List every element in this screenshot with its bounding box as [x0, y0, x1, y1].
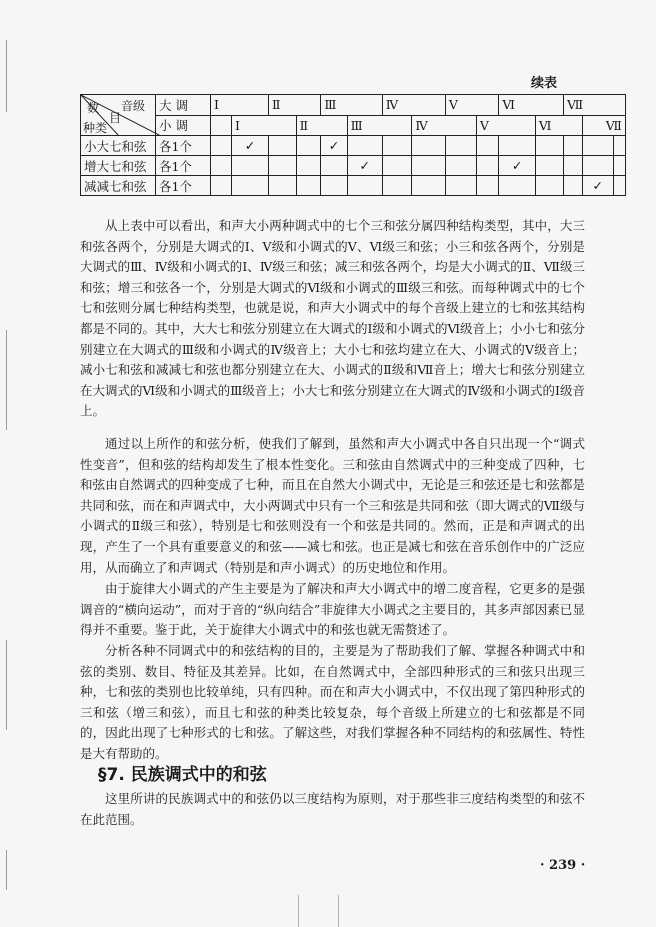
continued-label: 续表	[531, 76, 558, 91]
binding-mark-mid	[6, 330, 7, 430]
check-cell	[296, 156, 321, 176]
minor-degree-cell: Ⅳ	[412, 115, 476, 136]
major-degree-cell: Ⅲ	[321, 95, 382, 116]
check-cell	[535, 176, 563, 196]
check-cell	[499, 176, 536, 196]
chord-type-cell: 减减七和弦	[81, 176, 156, 196]
check-cell	[269, 156, 297, 176]
paragraph-3: 由于旋律大小调式的产生主要是为了解决和声大小调式中的增二度音程，它更多的是强调音的“横向运动”，而对于音的“纵向结合”非旋律大小调式之主要目的，其多声部因素已显得并不重要。鉴于此，关于旋律大小调式中的和弦也就无需赘述了。	[80, 581, 585, 638]
check-cell	[535, 136, 563, 156]
major-degree-cell: Ⅰ	[211, 95, 269, 116]
check-cell	[347, 136, 382, 156]
check-cell	[445, 156, 476, 176]
check-cell	[535, 156, 563, 176]
minor-degree-cell: Ⅵ	[535, 115, 582, 136]
check-cell: ✓	[321, 136, 347, 156]
paragraph-5: 这里所讲的民族调式中的和弦仍以三度结构为原则，对于那些非三度结构类型的和弦不在此范围。	[80, 791, 585, 827]
check-cell	[412, 176, 446, 196]
check-cell	[269, 136, 297, 156]
check-cell	[445, 136, 476, 156]
check-cell	[321, 176, 347, 196]
check-cell	[347, 176, 382, 196]
check-cell	[296, 136, 321, 156]
check-cell	[382, 176, 412, 196]
paragraph-1: 从上表中可以看出，和声大小两种调式中的七个三和弦分属四种结构类型，其中，大三和弦各两个，分别是大调式的Ⅰ、Ⅴ级和小调式的Ⅴ、Ⅵ级三和弦；小三和弦各两个，分别是大调式的Ⅲ、Ⅳ级和小调式的Ⅰ、Ⅳ级三和弦；减三和弦各两个，均是大小调式的Ⅱ、Ⅶ级三和弦；增三和弦各一个，分别是大调式的Ⅵ级和小调式的Ⅲ级三和弦。而每种调式中的七个七和弦则分属七种结构类型，也就是说，和声大小调式中的每个音级上建立的七和弦其结构都是不同的。其中，大大七和弦分别建立在大调式的Ⅰ级和小调式的Ⅵ级音上；小小七和弦分别建立在大调式的Ⅲ级和小调式的Ⅳ级音上；大小七和弦均建立在大、小调式的Ⅴ级音上；减小七和弦和减减七和弦也都分别建立在大、小调式的Ⅱ级和Ⅶ音上；增大七和弦分别建立在大调式的Ⅵ级和小调式的Ⅲ级音上；小大七和弦分别建立在大调式的Ⅳ级和小调式的Ⅰ级音上。	[80, 218, 586, 419]
page-number: · 239 ·	[540, 858, 586, 873]
major-degree-cell: Ⅶ	[564, 95, 626, 116]
count-cell: 各1个	[156, 156, 211, 176]
check-cell	[232, 176, 269, 196]
minor-degree-cell: Ⅴ	[476, 115, 535, 136]
check-cell	[211, 176, 232, 196]
major-label-cell: 大 调	[156, 95, 211, 116]
binding-mark-bottom	[6, 850, 7, 890]
chord-type-cell: 小大七和弦	[81, 136, 156, 156]
check-cell	[211, 136, 232, 156]
check-cell	[232, 156, 269, 176]
table-row	[81, 176, 626, 196]
check-cell: ✓	[347, 156, 382, 176]
table-row-minor	[81, 115, 626, 136]
corner-bottom-label: 种类	[83, 121, 108, 135]
check-cell	[445, 176, 476, 196]
check-cell	[296, 176, 321, 196]
corner-mid-label: 数	[87, 101, 100, 115]
check-cell	[269, 176, 297, 196]
table-row	[81, 136, 626, 156]
check-cell	[613, 156, 625, 176]
check-cell	[412, 136, 446, 156]
count-cell: 各1个	[156, 176, 211, 196]
minor-degree-cell: Ⅰ	[232, 115, 297, 136]
check-cell: ✓	[232, 136, 269, 156]
check-cell	[382, 136, 412, 156]
check-cell	[564, 176, 583, 196]
check-cell	[582, 156, 613, 176]
paragraph-4: 分析各种不同调式中的和弦结构的目的，主要是为了帮助我们了解、掌握各种调式中和弦的类别、数目、特征及其差异。比如，在自然调式中，全部四种形式的三和弦只出现三种，七和弦的类别也比较单纯，只有四种。而在和声大小调式中，不仅出现了第四种形式的三和弦（增三和弦），而且七和弦的种类比较复杂，每个音级上所建立的七和弦都是不同的，因此出现了七种形式的七和弦。了解这些，对我们掌握各种不同结构的和弦属性、特性是大有帮助的。	[80, 643, 585, 761]
check-cell	[582, 136, 613, 156]
corner-mid2-label: 目	[109, 111, 122, 125]
minor-degree-cell: Ⅶ	[582, 115, 625, 136]
table-corner-cell	[81, 95, 156, 136]
binding-mark-top	[6, 40, 7, 112]
corner-top-label: 音级	[121, 99, 146, 113]
chord-type-cell: 增大七和弦	[81, 156, 156, 176]
check-cell	[211, 156, 232, 176]
fold-mark-left	[298, 895, 299, 927]
check-cell	[613, 136, 625, 156]
check-cell	[476, 136, 499, 156]
check-cell	[613, 176, 625, 196]
check-cell	[476, 156, 499, 176]
check-cell	[476, 176, 499, 196]
check-cell	[564, 136, 583, 156]
check-cell	[499, 136, 536, 156]
major-degree-cell: Ⅳ	[382, 95, 445, 116]
check-cell	[321, 156, 347, 176]
paragraph-2: 通过以上所作的和弦分析，使我们了解到，虽然和声大小调式中各自只出现一个“调式性变音”，但和弦的结构却发生了根本性变化。三和弦由自然调式中的三种变成了四种，七和弦由自然调式的四种变成了七种，而且在自然大小调式中，无论是三和弦还是七和弦都是共同和弦，而在和声调式中，大小两调式中只有一个三和弦是共同和弦（即大调式的Ⅶ级与小调式的Ⅱ级三和弦），特别是七和弦则没有一个和弦是共同的。然而，正是和声调式的出现，产生了一个具有重要意义的和弦——减七和弦。也正是减七和弦在音乐创作中的广泛应用，从而确立了和声调式（特别是和声小调式）的历史地位和作用。	[80, 436, 585, 575]
check-cell	[564, 156, 583, 176]
minor-label-cell: 小 调	[156, 115, 211, 136]
count-cell: 各1个	[156, 136, 211, 156]
table-row-major	[81, 95, 626, 116]
check-cell	[412, 156, 446, 176]
table-row	[81, 156, 626, 176]
fold-mark-right	[338, 895, 339, 927]
check-cell: ✓	[582, 176, 613, 196]
major-degree-cell: Ⅱ	[269, 95, 321, 116]
major-degree-cell: Ⅴ	[445, 95, 498, 116]
check-cell: ✓	[499, 156, 536, 176]
check-cell	[382, 156, 412, 176]
major-degree-cell: Ⅵ	[499, 95, 564, 116]
minor-degree-cell: Ⅱ	[296, 115, 347, 136]
section-title: §7. 民族调式中的和弦	[98, 765, 267, 785]
chord-table	[80, 94, 626, 196]
minor-degree-cell: Ⅲ	[347, 115, 412, 136]
binding-mark-low	[6, 640, 7, 730]
